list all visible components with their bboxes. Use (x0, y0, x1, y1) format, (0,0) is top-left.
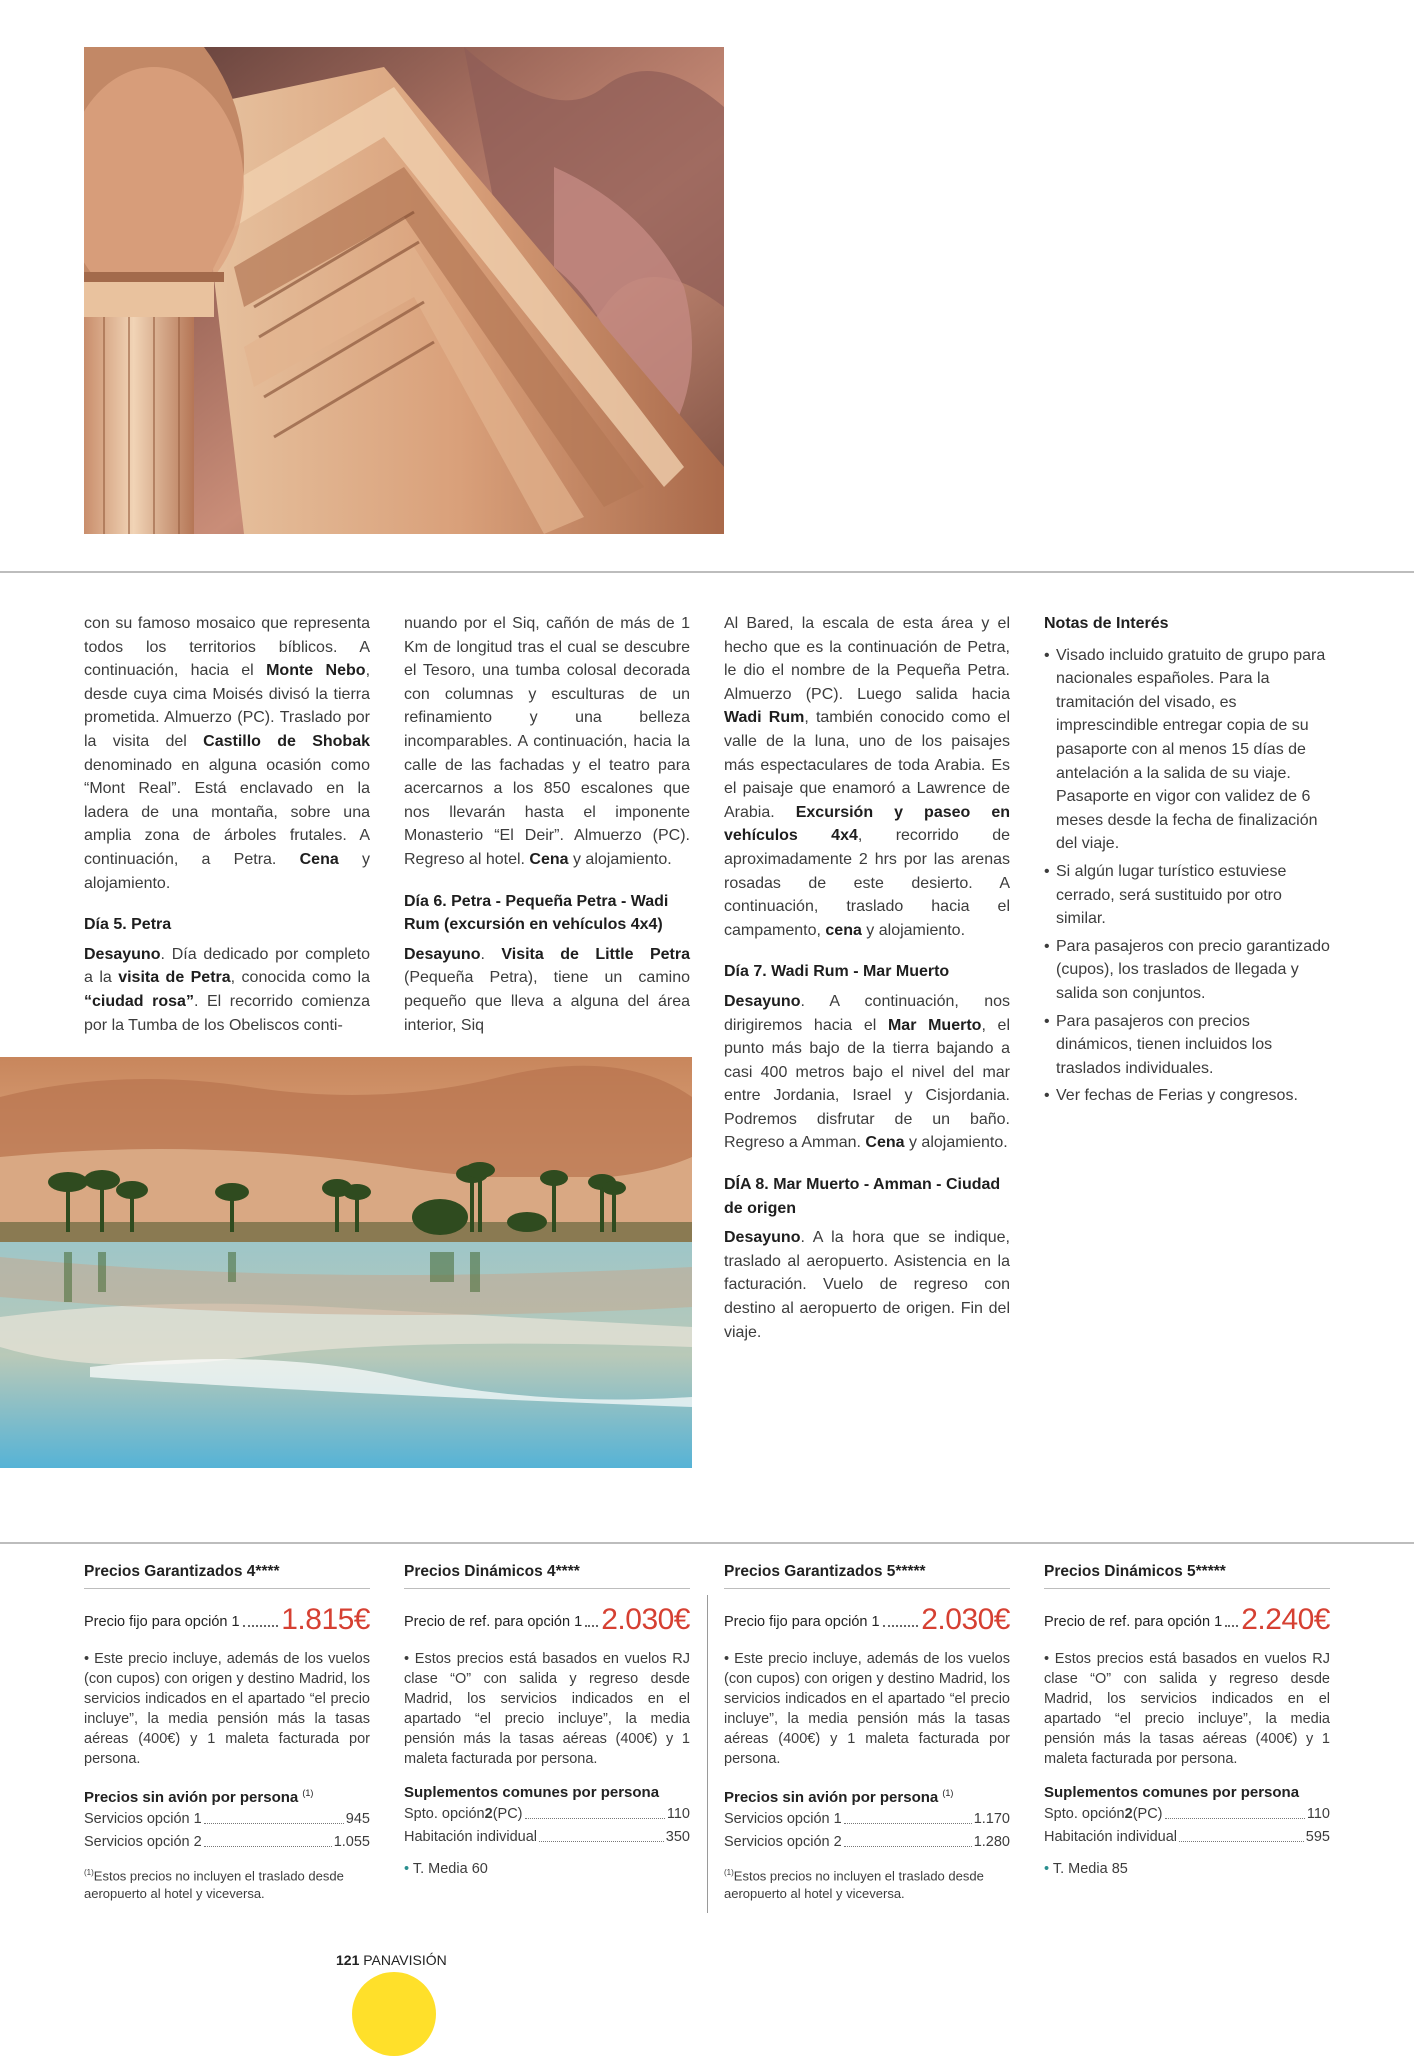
price-subtitle: Precios sin avión por persona $^{(1)}$ (84, 1788, 314, 1806)
price-label: Precio fijo para opción 1 (724, 1614, 880, 1630)
notes-title: Notas de Interés (1044, 615, 1169, 632)
price-line: Servicios opción 1 945 (84, 1808, 370, 1831)
price-subtitle: Precios sin avión por persona $^{(1)}$ (724, 1788, 954, 1806)
price-line: Servicios opción 2 1.055 (84, 1831, 370, 1854)
price-block-title: Precios Garantizados 5***** (724, 1562, 1010, 1589)
day7-text: Desayuno. A continuación, nos dirigiremos hacia el Mar Muerto, el punto más bajo de la tierra bajando a casi 400 metros bajo el nivel del mar entre Jordania, Israel y Cisjordania. Podremos disfrutar de un baño. Regreso a Amman. Cena y alojamiento. (724, 992, 1011, 1152)
top-divider (0, 571, 1414, 573)
note-item: • Si algún lugar turístico estuviese cerrado, será sustituido por otro similar. (1044, 860, 1330, 931)
day8-text: Desayuno. A la hora que se indique, traslado al aeropuerto. Asistencia en la facturación. Vuelo de regreso con destino al aeropuerto de origen. Fin del viaje. (724, 1229, 1010, 1341)
price-divider (707, 1595, 708, 1913)
bottom-divider (0, 1542, 1414, 1544)
note-item: • Visado incluido gratuito de grupo para nacionales españoles. Para la tramitación del visado, es imprescindible entregar copia de su pasaporte con al menos 15 días de antelación a la salida de su viaje. Pasaporte en vigor con validez de 6 meses desde la fecha de finalización del viaje. (1044, 644, 1330, 856)
price-row (1044, 1599, 1330, 1637)
average-temperature: • T. Media 85 (1044, 1861, 1128, 1877)
note-item: • Ver fechas de Ferias y congresos. (1044, 1084, 1330, 1108)
day8-title: DÍA 8. Mar Muerto - Amman - Ciudad de origen (724, 1176, 1001, 1217)
note-item: • Para pasajeros con precios dinámicos, tienen incluidos los traslados individuales. (1044, 1010, 1330, 1081)
price-subtitle: Suplementos comunes por persona (1044, 1784, 1300, 1801)
notes-of-interest (1044, 612, 1330, 1112)
itinerary-column-3 (724, 612, 1010, 1344)
price-block-guaranteed-4 (84, 1562, 370, 1903)
price-description: • Este precio incluye, además de los vuelos (con cupos) con origen y destino Madrid, los servicios indicados en el apartado “el precio incluye”, la media pensión más la tasas aéreas (400€) y 1 maleta facturada por persona. (84, 1651, 370, 1767)
price-line: Habitación individual 595 (1044, 1826, 1330, 1849)
price-subtitle: Suplementos comunes por persona (404, 1784, 660, 1801)
price-leader (883, 1625, 919, 1627)
price-label: Precio de ref. para opción 1 (404, 1614, 583, 1630)
price-block-guaranteed-5 (724, 1562, 1010, 1903)
page-footer (336, 1952, 447, 1968)
price-block-title: Precios Dinámicos 5***** (1044, 1562, 1330, 1589)
day6-text: Desayuno. Visita de Little Petra (Pequeña Petra), tiene un camino pequeño que lleva a alguna del área interior, Siq (404, 945, 690, 1034)
petra-treasury-photo (84, 47, 724, 534)
notes-list (1044, 644, 1330, 1108)
price-line: Servicios opción 1 1.170 (724, 1808, 1010, 1831)
price-description: • Este precio incluye, además de los vuelos (con cupos) con origen y destino Madrid, los servicios indicados en el apartado “el precio incluye”, la media pensión más la tasas aéreas (400€) y 1 maleta facturada por persona. (724, 1651, 1010, 1767)
itinerary-column-2 (404, 612, 690, 1037)
price-description: • Estos precios está basados en vuelos RJ clase “O” con salida y regreso desde Madrid, los servicios indicados en el apartado “el precio incluye”, la media pensión más la tasas aéreas (400€) y 1 maleta facturada por persona. (404, 1651, 690, 1767)
price-row (84, 1599, 370, 1637)
itinerary-column-1 (84, 612, 370, 1037)
price-value: 2.240€ (1241, 1603, 1330, 1636)
price-leader (585, 1625, 598, 1627)
price-value: 1.815€ (281, 1603, 370, 1636)
price-value: 2.030€ (921, 1603, 1010, 1636)
price-label: Precio de ref. para opción 1 (1044, 1614, 1223, 1630)
price-footnote: $^{(1)}$Estos precios no incluyen el traslado desde aeropuerto al hotel y viceversa. (84, 1868, 344, 1902)
day5-title: Día 5. Petra (84, 916, 172, 934)
price-line: Habitación individual 350 (404, 1826, 690, 1849)
price-block-dynamic-4 (404, 1562, 690, 1879)
price-leader (1225, 1625, 1238, 1627)
price-line: Servicios opción 2 1.280 (724, 1831, 1010, 1854)
price-value: 2.030€ (601, 1603, 690, 1636)
price-row (404, 1599, 690, 1637)
day7-title: Día 7. Wadi Rum - Mar Muerto (724, 963, 950, 981)
price-block-title: Precios Dinámicos 4**** (404, 1562, 690, 1589)
price-description: • Estos precios está basados en vuelos RJ clase “O” con salida y regreso desde Madrid, los servicios indicados en el apartado “el precio incluye”, la media pensión más la tasas aéreas (400€) y 1 maleta facturada por persona. (1044, 1651, 1330, 1767)
price-row (724, 1599, 1010, 1637)
price-label: Precio fijo para opción 1 (84, 1614, 240, 1630)
itinerary-day6-continued: Al Bared, la escala de esta área y el hecho que es la continuación de Petra, le dio el nombre de la Pequeña Petra. Almuerzo (PC). Luego salida hacia Wadi Rum, también conocido como el valle de la luna, uno de los paisajes más espectaculares de toda Arabia. Es el paisaje que enamoró a Lawrence de Arabia. Excursión y paseo en vehículos 4x4, recorrido de aproximadamente 2 hrs por las arenas rosadas de este desierto. A continuación, traslado hacia el campamento, cena y alojamiento. (724, 615, 1010, 939)
price-leader (243, 1625, 279, 1627)
brand-name: PANAVISIÓN (363, 1952, 447, 1968)
footer-circle-decoration (352, 1972, 436, 2056)
note-item: • Para pasajeros con precio garantizado (cupos), los traslados de llegada y salida son conjuntos. (1044, 935, 1330, 1006)
price-line: Spto. opción 2 (PC) 110 (404, 1803, 690, 1826)
day6-title: Día 6. Petra - Pequeña Petra - Wadi Rum (excursión en vehículos 4x4) (404, 892, 669, 934)
page-number: 121 (336, 1952, 360, 1968)
price-block-dynamic-5 (1044, 1562, 1330, 1879)
itinerary-day4-continued: con su famoso mosaico que representa todos los territorios bíblicos. A continuación, hacia el Monte Nebo, desde cuya cima Moisés divisó la tierra prometida. Almuerzo (PC). Traslado por la visita del Castillo de Shobak denominado en alguna ocasión como “Mont Real”. Está enclavado en la ladera de una montaña, sobre una amplia zona de árboles frutales. A continuación, a Petra. Cena y alojamiento. (84, 615, 371, 892)
price-block-title: Precios Garantizados 4**** (84, 1562, 370, 1589)
price-footnote: $^{(1)}$Estos precios no incluyen el traslado desde aeropuerto al hotel y viceversa. (724, 1868, 984, 1902)
itinerary-day5-continued: nuando por el Siq, cañón de más de 1 Km de longitud tras el cual se descubre el Tesoro, una tumba colosal decorada con columnas y esculturas de un refinamiento y una belleza incomparables. A continuación, hacia la calle de las fachadas y el teatro para acercarnos a los 850 escalones que nos llevarán hasta el imponente Monasterio “El Deir”. Almuerzo (PC). Regreso al hotel. Cena y alojamiento. (404, 615, 690, 868)
price-line: Spto. opción 2 (PC) 110 (1044, 1803, 1330, 1826)
average-temperature: • T. Media 60 (404, 1861, 488, 1877)
day5-text: Desayuno. Día dedicado por completo a la visita de Petra, conocida como la “ciudad rosa”. El recorrido comienza por la Tumba de los Obeliscos conti- (84, 945, 371, 1034)
dead-sea-photo (0, 1057, 692, 1468)
